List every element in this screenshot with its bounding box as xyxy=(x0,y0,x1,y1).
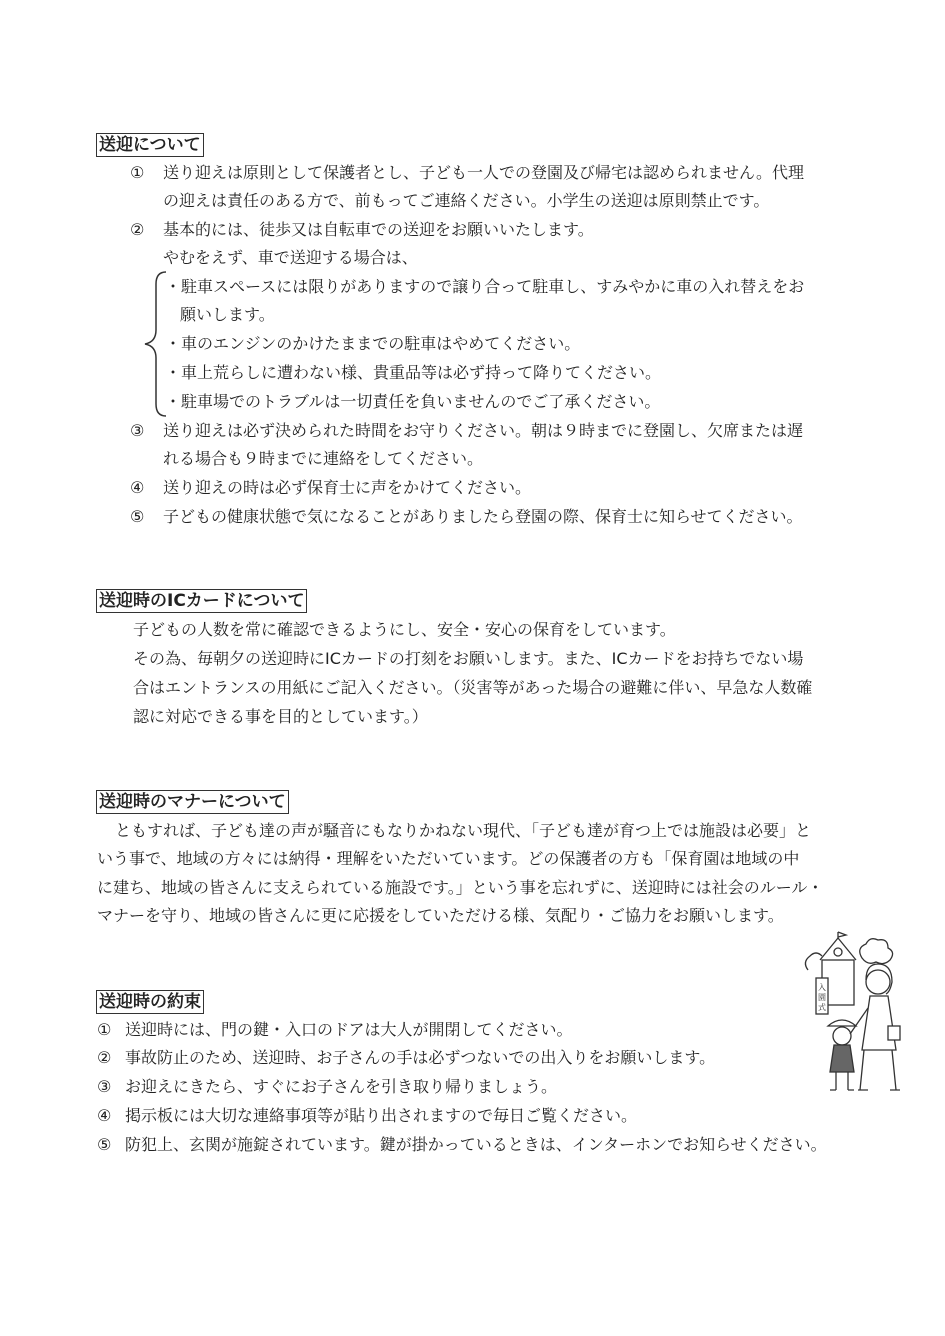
promise-item: 送迎時には、門の鍵・入口のドアは大人が開閉してください。 xyxy=(125,1020,573,1039)
promise-item: 防犯上、玄関が施錠されています。鍵が掛かっているときは、インターホンでお知らせください。 xyxy=(125,1135,827,1154)
item-number: ⑤ xyxy=(130,507,145,526)
promise-item: お迎えにきたら、すぐにお子さんを引き取り帰りましょう。 xyxy=(125,1077,558,1096)
item-number: ② xyxy=(130,220,145,239)
item-number: ③ xyxy=(97,1077,112,1096)
car-rule-line: ・駐車スペースには限りがありますので譲り合って駐車し、すみやかに車の入れ替えをお xyxy=(165,277,805,296)
pickup-item-3-line-1: 送り迎えは必ず決められた時間をお守りください。朝は９時までに登園し、欠席または遅 xyxy=(163,421,804,440)
item-number: ④ xyxy=(130,478,145,497)
section-heading-manners: 送迎時のマナーについて xyxy=(96,790,289,814)
ic-card-line: 子どもの人数を常に確認できるようにし、安全・安心の保育をしています。 xyxy=(133,620,676,639)
sign-char: 入 xyxy=(818,983,826,992)
manners-line: マナーを守り、地域の皆さんに更に応援をしていただける様、気配り・ご協力をお願いします。 xyxy=(97,906,784,925)
item-number: ① xyxy=(97,1020,112,1039)
pickup-item-2-line-2: やむをえず、車で送迎する場合は、 xyxy=(163,248,418,267)
manners-line: いう事で、地域の方々には納得・理解をいただいています。どの保護者の方も「保育園は地域の中 xyxy=(97,849,800,868)
ic-card-line: 合はエントランスの用紙にご記入ください。（災害等があった場合の避難に伴い、早急な人数確 xyxy=(133,678,813,697)
section-heading-pickup: 送迎について xyxy=(96,133,204,157)
ic-card-line: 認に対応できる事を目的としています。） xyxy=(133,707,428,726)
item-number: ② xyxy=(97,1048,112,1067)
item-number: ④ xyxy=(97,1106,112,1125)
sign-char: 式 xyxy=(818,1003,826,1012)
manners-line: に建ち、地域の皆さんに支えられている施設です。」という事を忘れずに、送迎時には社会のルール・ xyxy=(97,878,824,897)
sign-char: 園 xyxy=(818,993,826,1002)
car-rule-line: 願いします。 xyxy=(180,305,275,324)
promise-item: 掲示板には大切な連絡事項等が貼り出されますので毎日ご覧ください。 xyxy=(125,1106,638,1125)
item-number: ③ xyxy=(130,421,145,440)
item-number: ① xyxy=(130,163,145,182)
promise-item: 事故防止のため、送迎時、お子さんの手は必ずつないでの出入りをお願いします。 xyxy=(125,1048,716,1067)
item-number: ⑤ xyxy=(97,1135,112,1154)
section-heading-promises: 送迎時の約束 xyxy=(96,990,204,1014)
car-rule-line: ・車上荒らしに遭わない様、貴重品等は必ず持って降りてください。 xyxy=(165,363,662,382)
section-heading-ic-card: 送迎時のICカードについて xyxy=(96,589,307,613)
pickup-item-1-line-2: の迎えは責任のある方で、前もってご連絡ください。小学生の送迎は原則禁止です。 xyxy=(163,191,770,210)
car-rule-line: ・駐車場でのトラブルは一切責任を負いませんのでご了承ください。 xyxy=(165,392,661,411)
ic-card-line: その為、毎朝夕の送迎時にICカードの打刻をお願いします。また、ICカードをお持ちでない場 xyxy=(133,649,804,668)
mother-child-school-illustration-icon xyxy=(800,930,910,1110)
car-rule-line: ・車のエンジンのかけたままでの駐車はやめてください。 xyxy=(165,334,581,353)
pickup-item-1-line-1: 送り迎えは原則として保護者とし、子ども一人での登園及び帰宅は認められません。代理 xyxy=(163,163,804,182)
pickup-item-3-line-2: れる場合も９時までに連絡をしてください。 xyxy=(163,449,484,468)
pickup-item-5-line-1: 子どもの健康状態で気になることがありましたら登園の際、保育士に知らせてください。 xyxy=(163,507,803,526)
manners-line: ともすれば、子ども達の声が騒音にもなりかねない現代、「子ども達が育つ上では施設は必要」と xyxy=(115,821,812,840)
pickup-item-4-line-1: 送り迎えの時は必ず保育士に声をかけてください。 xyxy=(163,478,532,497)
pickup-item-2-line-1: 基本的には、徒歩又は自転車での送迎をお願いいたします。 xyxy=(163,220,594,239)
